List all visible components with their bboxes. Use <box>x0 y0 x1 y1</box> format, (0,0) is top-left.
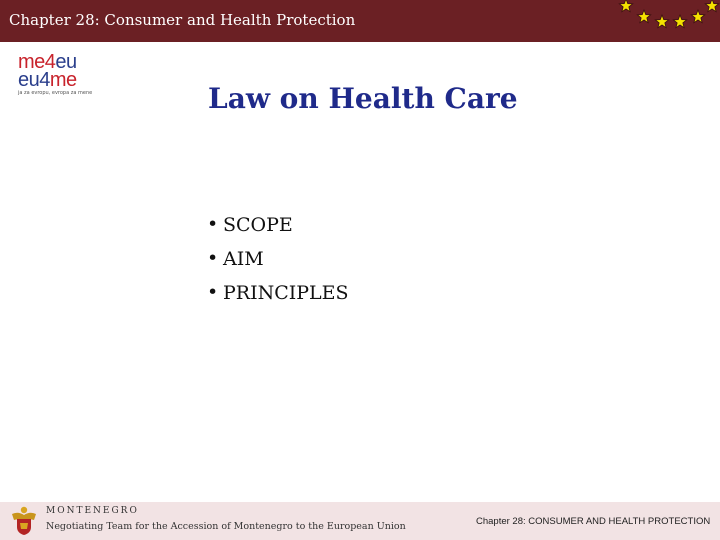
footer-country: MONTENEGRO <box>46 506 139 516</box>
bullet-icon: • <box>207 247 219 269</box>
footer-bar <box>0 502 720 540</box>
me4eu-logo: me4eu eu4me ja za evropu, evropa za mene <box>18 51 93 96</box>
header-title: Chapter 28: Consumer and Health Protection <box>9 11 356 29</box>
star-icon <box>655 15 668 28</box>
logo-tagline: ja za evropu, evropa za mene <box>18 90 93 96</box>
star-icon <box>691 10 704 23</box>
eu-stars-icon <box>612 0 720 42</box>
star-icon <box>637 10 650 23</box>
bullet-icon: • <box>207 213 219 235</box>
star-icon <box>673 15 686 28</box>
bullet-icon: • <box>207 281 219 303</box>
slide-title: Law on Health Care <box>208 82 518 115</box>
coat-of-arms-icon <box>8 505 40 537</box>
star-icon <box>705 0 718 12</box>
footer-chapter: Chapter 28: CONSUMER AND HEALTH PROTECTION <box>476 516 711 527</box>
header-bar <box>0 0 720 42</box>
footer-team: Negotiating Team for the Accession of Montenegro to the European Union <box>46 521 406 532</box>
star-icon <box>619 0 632 12</box>
